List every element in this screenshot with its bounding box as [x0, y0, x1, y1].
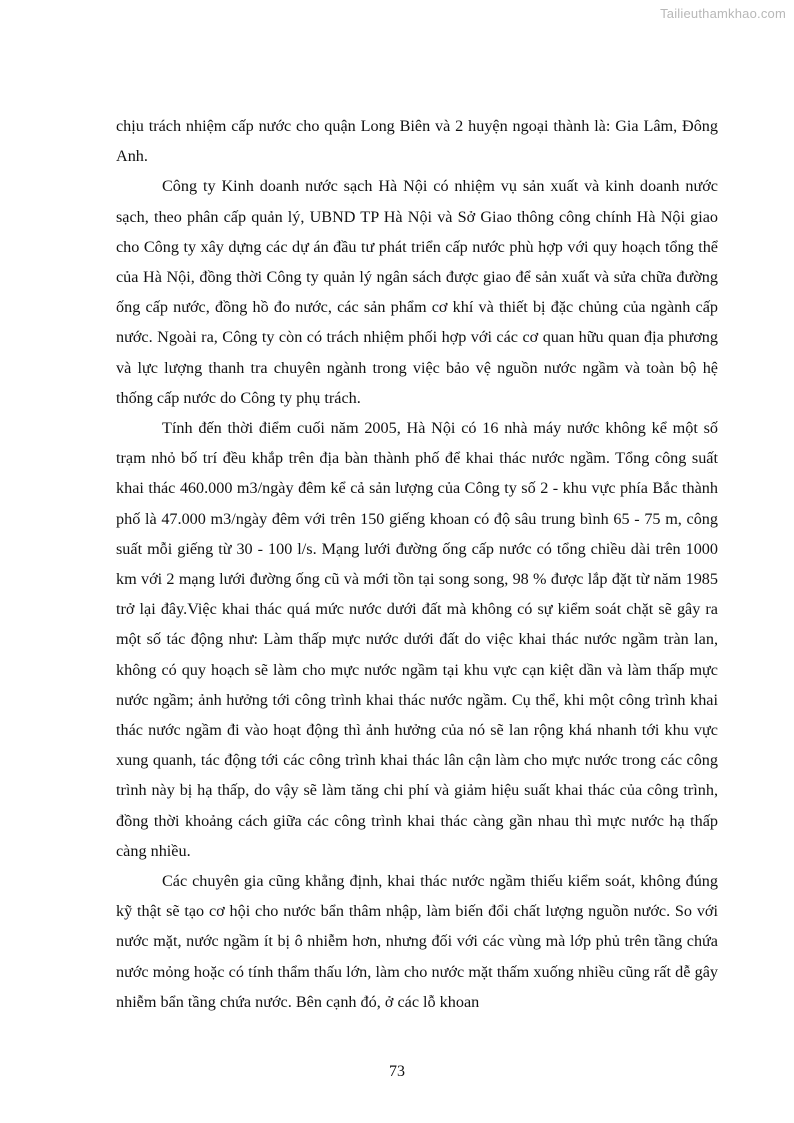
document-body [116, 111, 718, 1017]
paragraph-water-plants: Tính đến thời điểm cuối năm 2005, Hà Nội có 16 nhà máy nước không kể một số trạm nhỏ bố trí đều khắp trên địa bàn thành phố để khai thác nước ngầm. Tổng công suất khai thác 460.000 m3/ngày đêm kể cả sản lượng của Công ty số 2 - khu vực phía Bắc thành phố là 47.000 m3/ngày đêm với trên 150 giếng khoan có độ sâu trung bình 65 - 75 m, công suất mỗi giếng từ 30 - 100 l/s. Mạng lưới đường ống cấp nước có tổng chiều dài trên 1000 km với 2 mạng lưới đường ống cũ và mới tồn tại song song, 98 % được lắp đặt từ năm 1985 trở lại đây.Việc khai thác quá mức nước dưới đất mà không có sự kiểm soát chặt sẽ gây ra một số tác động như: Làm thấp mực nước dưới đất do việc khai thác nước ngầm tràn lan, không có quy hoạch sẽ làm cho mực nước ngầm tại khu vực cạn kiệt dần và làm thấp mực nước ngầm; ảnh hưởng tới công trình khai thác nước ngầm. Cụ thể, khi một công trình khai thác nước ngầm đi vào hoạt động thì ảnh hưởng của nó sẽ lan rộng khá nhanh tới khu vực xung quanh, tác động tới các công trình khai thác lân cận làm cho mực nước trong các công trình này bị hạ thấp, do vậy sẽ làm tăng chi phí và giảm hiệu suất khai thác của công trình, đồng thời khoảng cách giữa các công trình khai thác càng gần nhau thì mực nước hạ thấp càng nhiều. [116, 419, 718, 860]
paragraph-expert-opinion: Các chuyên gia cũng khẳng định, khai thác nước ngầm thiếu kiểm soát, không đúng kỹ thật sẽ tạo cơ hội cho nước bẩn thâm nhập, làm biến đổi chất lượng nguồn nước. So với nước mặt, nước ngầm ít bị ô nhiễm hơn, nhưng đối với các vùng mà lớp phủ trên tầng chứa nước mỏng hoặc có tính thẩm thấu lớn, làm cho nước mặt thấm xuống nhiều cũng rất dễ gây nhiễm bẩn tầng chứa nước. Bên cạnh đó, ở các lỗ khoan [116, 872, 718, 1011]
paragraph-company-duties: Công ty Kinh doanh nước sạch Hà Nội có nhiệm vụ sản xuất và kinh doanh nước sạch, theo phân cấp quản lý, UBND TP Hà Nội và Sở Giao thông công chính Hà Nội giao cho Công ty xây dựng các dự án đầu tư phát triển cấp nước phù hợp với quy hoạch tổng thể của Hà Nội, đồng thời Công ty quản lý ngân sách được giao để sản xuất và sửa chữa đường ống cấp nước, đồng hồ đo nước, các sản phẩm cơ khí và thiết bị đặc chủng của ngành cấp nước. Ngoài ra, Công ty còn có trách nhiệm phối hợp với các cơ quan hữu quan địa phương và lực lượng thanh tra chuyên ngành trong việc bảo vệ nguồn nước ngầm và toàn bộ hệ thống cấp nước do Công ty phụ trách. [116, 177, 718, 407]
page-number: 73 [389, 1063, 405, 1080]
paragraph-continuation: chịu trách nhiệm cấp nước cho quận Long Biên và 2 huyện ngoại thành là: Gia Lâm, Đông Anh. [116, 117, 718, 166]
watermark: Tailieuthamkhao.com [660, 6, 786, 21]
